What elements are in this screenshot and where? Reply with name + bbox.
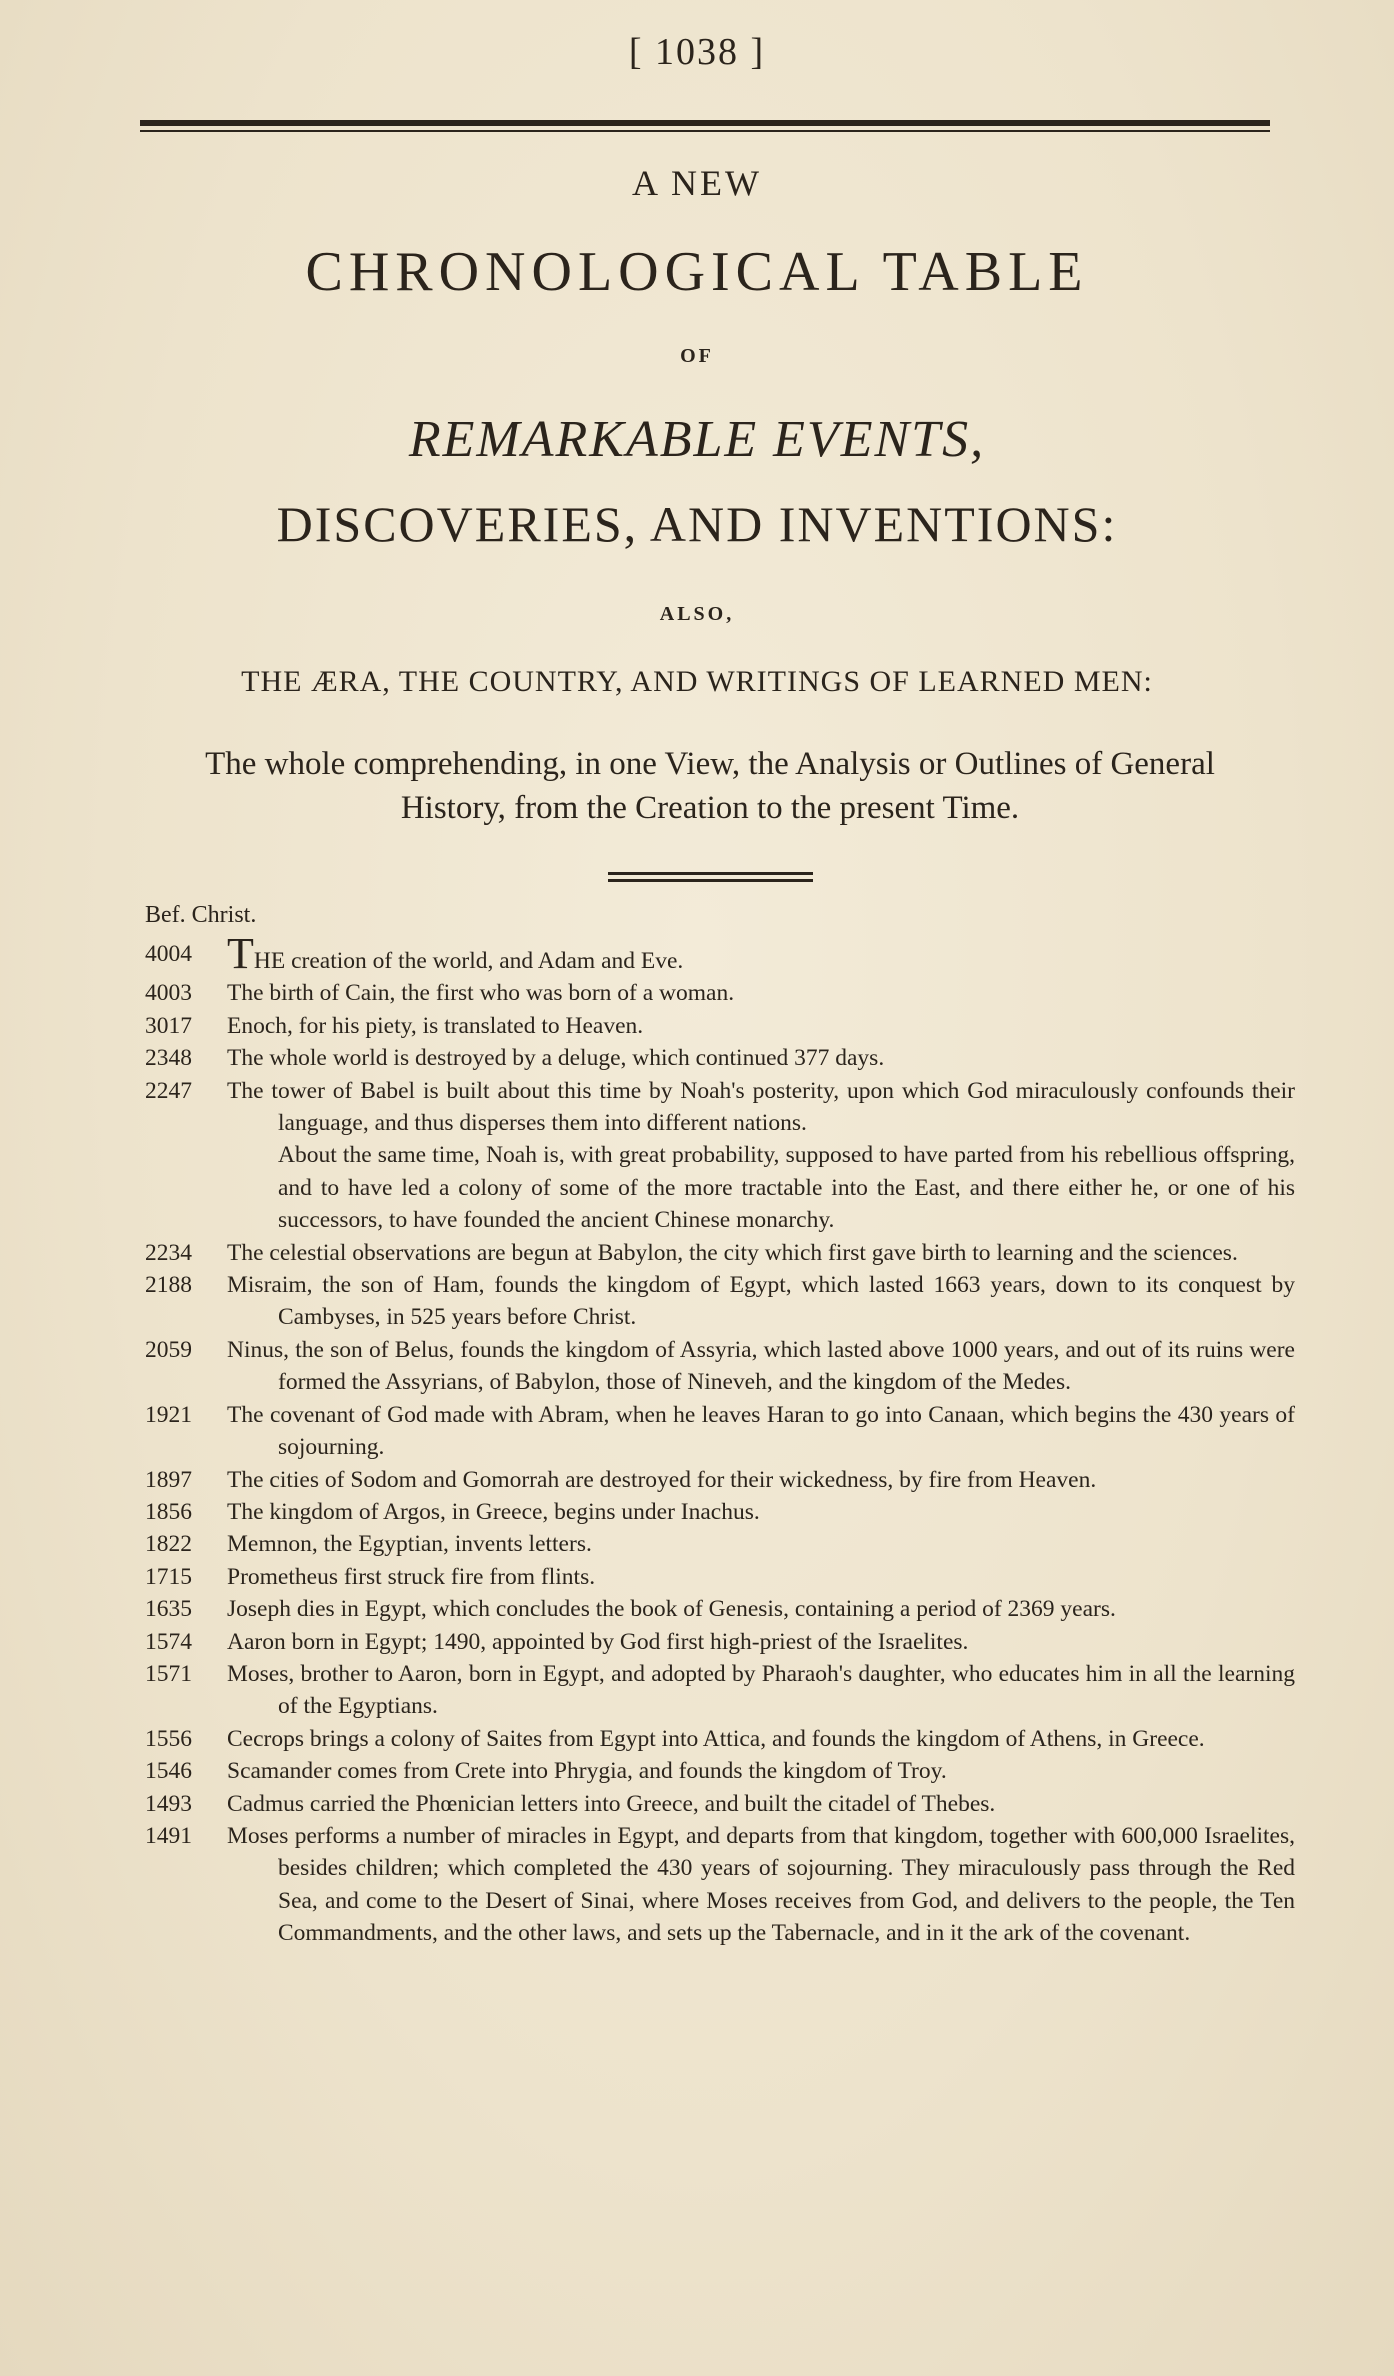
entry-text: Memnon, the Egyptian, invents letters. [227,1531,592,1558]
top-double-rule [140,120,1270,132]
chronology-entry [145,1723,1295,1755]
chronology-entry [145,1820,1295,1950]
entry-text: Enoch, for his piety, is translated to Heaven. [227,1012,644,1039]
entry-text: Aaron born in Egypt; 1490, appointed by God first high-priest of the Israelites. [227,1628,969,1655]
entry-year: 4004 [145,941,192,967]
chronology-entry [145,1042,1295,1074]
entry-year: 2247 [145,1077,192,1104]
title-of: OF [680,345,714,367]
entry-text: Ninus, the son of Belus, founds the kingdom of Assyria, which lasted above 1000 years, and out of its ruins were formed the Assyrians, of Babylon, those of Nineveh, and the kingdom of the Medes. [227,1336,1295,1396]
entry-text: Joseph dies in Egypt, which concludes the book of Genesis, containing a period of 2369 years. [227,1596,1116,1623]
entry-year: 1493 [145,1790,192,1817]
entry-text: The covenant of God made with Abram, when he leaves Haran to go into Canaan, which begins the 430 years of sojourning. [227,1401,1295,1461]
entry-year: 2348 [145,1045,192,1072]
title-also: ALSO, [659,603,735,625]
entry-text: The cities of Sodom and Gomorrah are destroyed for their wickedness, by fire from Heaven. [227,1466,1097,1493]
title-remarkable-events: REMARKABLE EVENTS, [408,411,986,468]
entry-text: The birth of Cain, the first who was born of a woman. [227,980,735,1007]
entry-year: 2234 [145,1239,192,1266]
chronology-entry [145,1237,1295,1269]
entry-text: Misraim, the son of Ham, founds the kingdom of Egypt, which lasted 1663 years, down to its conquest by Cambyses, in 525 years before Christ. [227,1272,1295,1331]
chronology-entry [145,977,1295,1009]
entry-year: 1856 [145,1498,192,1525]
chronology-entry [145,1561,1295,1593]
entry-year: 1635 [145,1596,192,1623]
title-chronological-table: CHRONOLOGICAL TABLE [305,241,1089,303]
chronology-entry [145,1399,1295,1464]
entry-year: 4003 [145,980,192,1007]
chronology-entry [145,1464,1295,1496]
chronology-entry [145,1755,1295,1787]
page-number: [ 1038 ] [628,31,766,73]
entry-year: 1921 [145,1401,192,1428]
chronology-entry [145,1658,1295,1723]
chronology-list [145,929,1295,1950]
chronology-entry [145,1075,1295,1140]
entry-year: 2188 [145,1272,192,1299]
chronology-entry [145,1496,1295,1528]
title-a-new: A NEW [632,163,762,203]
entry-text: Prometheus first struck fire from flints. [227,1563,596,1590]
chronology-entry [145,1626,1295,1658]
entry-year: 1715 [145,1563,192,1590]
entry-text: Cadmus carried the Phœnician letters into Greece, and built the citadel of Thebes. [227,1790,996,1817]
entry-text: Moses, brother to Aaron, born in Egypt, and adopted by Pharaoh's daughter, who educates him in all the learning of the Egyptians. [227,1660,1295,1720]
entry-year: 1546 [145,1758,192,1785]
entry-text: Moses performs a number of miracles in Egypt, and departs from that kingdom, together with 600,000 Israelites, besides children; which completed the 430 years of sojourning. They miraculously pass through the Red Sea, and come to the Desert of Sinai, where Moses receives from God, and delivers to the people, the Ten Commandments, and the other laws, and sets up the Tabernacle, and in it the ark of the covenant. [227,1822,1295,1947]
chronology-entry [145,1139,1295,1236]
entry-year: 1571 [145,1660,192,1687]
entry-year: 1574 [145,1628,192,1655]
chronology-entry [145,1528,1295,1560]
entry-year: 2059 [145,1336,192,1363]
subtitle: The whole comprehending, in one View, the Analysis or Outlines of General History, from the Creation to the present Time. [205,746,1215,826]
entry-text: About the same time, Noah is, with great probability, supposed to have parted from his rebellious offspring, and to have led a colony of some of the more tractable into the East, and there either he, or one of his successors, to have founded the ancient Chinese monarchy. [278,1142,1295,1234]
entry-year: 1897 [145,1466,192,1493]
title-discoveries-inventions: DISCOVERIES, AND INVENTIONS: [276,496,1118,552]
entry-text: The kingdom of Argos, in Greece, begins under Inachus. [227,1498,760,1525]
chronology-entry [145,1788,1295,1820]
entry-text: The tower of Babel is built about this time by Noah's posterity, upon which God miraculously confounds their language, and thus disperses them into different nations. [227,1077,1295,1137]
entry-text: THE creation of the world, and Adam and Eve. [227,929,684,978]
section-divider-rule [608,872,813,886]
chronology-entry [145,1334,1295,1399]
entry-text: The celestial observations are begun at Babylon, the city which first gave birth to learning and the sciences. [227,1239,1238,1266]
entry-text: The whole world is destroyed by a deluge, which continued 377 days. [227,1045,885,1072]
section-label: Bef. Christ. [145,902,257,928]
chronology-entry [145,1269,1295,1334]
entry-year: 3017 [145,1012,192,1039]
chronology-entry [145,1010,1295,1042]
entry-text: Scamander comes from Crete into Phrygia, and founds the kingdom of Troy. [227,1758,947,1785]
chronology-entry [145,1593,1295,1625]
chronology-entry [145,929,1295,978]
entry-year: 1822 [145,1531,192,1558]
entry-year: 1491 [145,1822,192,1849]
entry-year: 1556 [145,1725,192,1752]
entry-text: Cecrops brings a colony of Saites from Egypt into Attica, and founds the kingdom of Athens, in Greece. [227,1725,1205,1752]
title-aera-learned-men: THE ÆRA, THE COUNTRY, AND WRITINGS OF LEARNED MEN: [241,665,1153,698]
